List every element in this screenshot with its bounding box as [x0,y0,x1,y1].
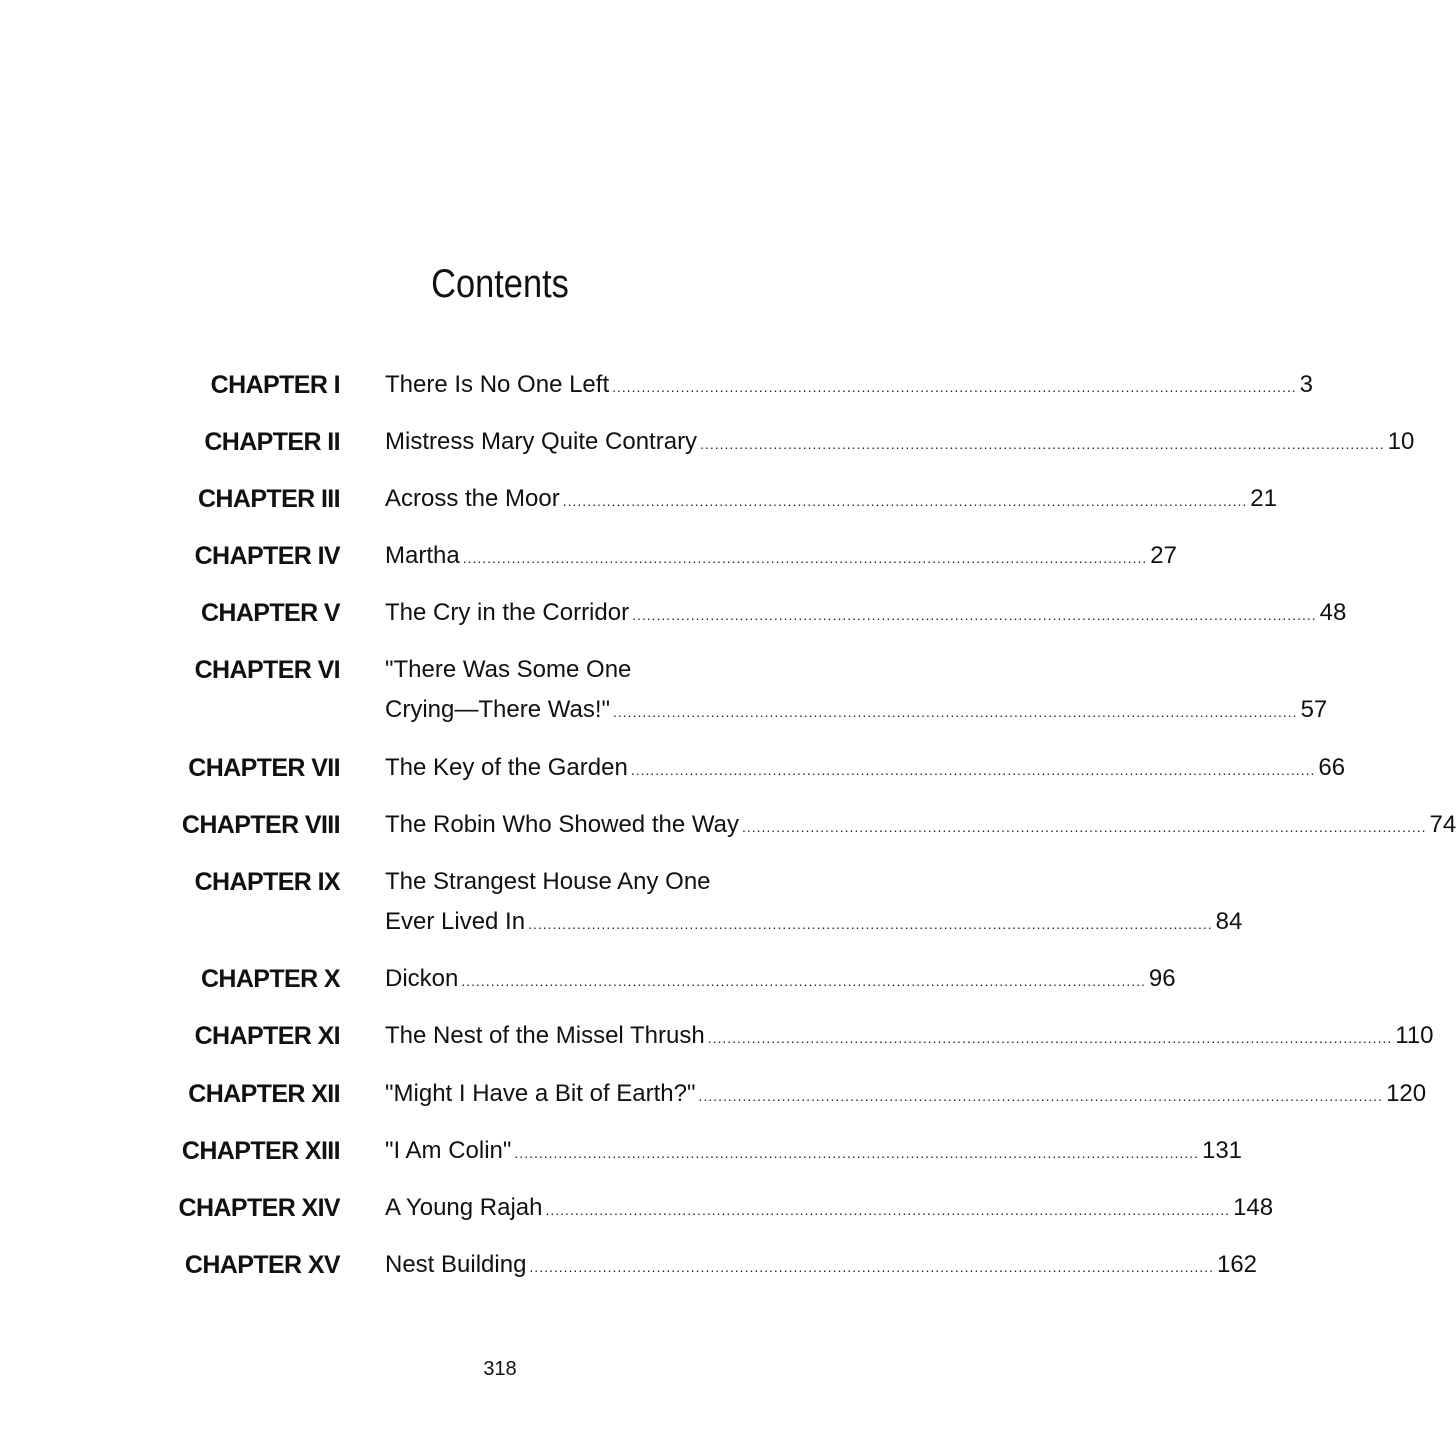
dot-leader: ............................................................................................................................................ [707,1030,1393,1046]
page-title: Contents [431,262,569,306]
chapter-title-text: Mistress Mary Quite Contrary [385,428,698,455]
page-number: 318 [483,1358,517,1380]
chapter-label: CHAPTER V [200,599,340,627]
chapter-page-number: 148 [1233,1194,1274,1221]
chapter-title [385,865,1243,945]
chapter-title [385,1134,1243,1174]
chapter-title [385,425,1415,465]
chapter-title-text: Dickon [385,965,459,992]
chapter-page-number: 131 [1201,1137,1243,1164]
chapter-page-number: 21 [1250,485,1277,512]
chapter-label: CHAPTER III [197,485,340,513]
chapter-page-number: 27 [1150,542,1177,569]
chapter-title-text: "There Was Some One [385,656,632,683]
chapter-page-number: 120 [1386,1080,1427,1107]
chapter-label: CHAPTER II [204,428,340,456]
chapter-label: CHAPTER XII [188,1080,340,1108]
dot-leader: ............................................................................................................................................ [528,916,1213,932]
dot-leader: ............................................................................................................................................ [630,762,1316,778]
chapter-title [385,1248,1258,1288]
dot-leader: ............................................................................................................................................ [612,379,1297,395]
chapter-title-text: The Nest of the Missel Thrush [385,1022,705,1049]
chapter-title [385,751,1346,791]
chapter-title [385,1191,1274,1231]
chapter-label: CHAPTER IV [194,542,340,570]
chapter-title [385,808,1456,848]
chapter-title [385,1077,1427,1117]
chapter-page-number: 96 [1148,965,1176,992]
chapter-page-number: 162 [1216,1251,1258,1278]
dot-leader: ............................................................................................................................................ [562,493,1248,509]
chapter-title [385,482,1277,522]
dot-leader: ............................................................................................................................................ [632,607,1317,623]
chapter-label: CHAPTER X [200,965,340,993]
dot-leader: ............................................................................................................................................ [698,1088,1384,1104]
chapter-title [385,539,1177,579]
chapter-page-number: 74 [1429,811,1456,838]
dot-leader: ............................................................................................................................................ [741,819,1427,835]
chapter-title [385,368,1314,408]
chapter-title-text: The Key of the Garden [385,754,628,781]
chapter-title-text: The Cry in the Corridor [385,599,630,626]
chapter-title-text: Nest Building [385,1251,527,1278]
chapter-label: CHAPTER VI [194,656,340,684]
chapter-title-text: Ever Lived In [385,908,526,935]
chapter-page-number: 57 [1300,696,1328,723]
chapter-title-text: The Strangest House Any One [385,868,711,895]
chapter-page-number: 48 [1319,599,1347,626]
chapter-label: CHAPTER XI [194,1022,340,1050]
chapter-title-text: A Young Rajah [385,1194,543,1221]
chapter-label: CHAPTER VIII [181,811,340,839]
dot-leader: ............................................................................................................................................ [462,550,1148,566]
dot-leader: ............................................................................................................................................ [700,436,1385,452]
chapter-title [385,596,1347,636]
chapter-title-text: "Might I Have a Bit of Earth?" [385,1080,696,1107]
chapter-label: CHAPTER I [210,371,340,399]
chapter-page-number: 66 [1318,754,1346,781]
chapter-title [385,962,1176,1002]
chapter-title-text: Across the Moor [385,485,560,512]
chapter-title-text: "I Am Colin" [385,1137,512,1164]
chapter-page-number: 110 [1395,1022,1434,1049]
chapter-page-number: 10 [1387,428,1415,455]
chapter-label: CHAPTER XIV [178,1194,340,1222]
dot-leader: ............................................................................................................................................ [514,1145,1199,1161]
chapter-title-text: Martha [385,542,460,569]
chapter-page-number: 3 [1299,371,1314,398]
chapter-label: CHAPTER XV [184,1251,340,1279]
chapter-title [385,653,1328,733]
chapter-page-number: 84 [1215,908,1243,935]
dot-leader: ............................................................................................................................................ [545,1202,1231,1218]
chapter-title-text: There Is No One Left [385,371,610,398]
chapter-title-text: Crying—There Was!" [385,696,611,723]
chapter-title-text: The Robin Who Showed the Way [385,811,739,838]
chapter-label: CHAPTER VII [188,754,340,782]
dot-leader: ............................................................................................................................................ [613,704,1298,720]
dot-leader: ............................................................................................................................................ [529,1259,1214,1275]
chapter-label: CHAPTER IX [194,868,340,896]
dot-leader: ............................................................................................................................................ [461,973,1146,989]
chapter-title [385,1019,1434,1059]
chapter-label: CHAPTER XIII [181,1137,340,1165]
